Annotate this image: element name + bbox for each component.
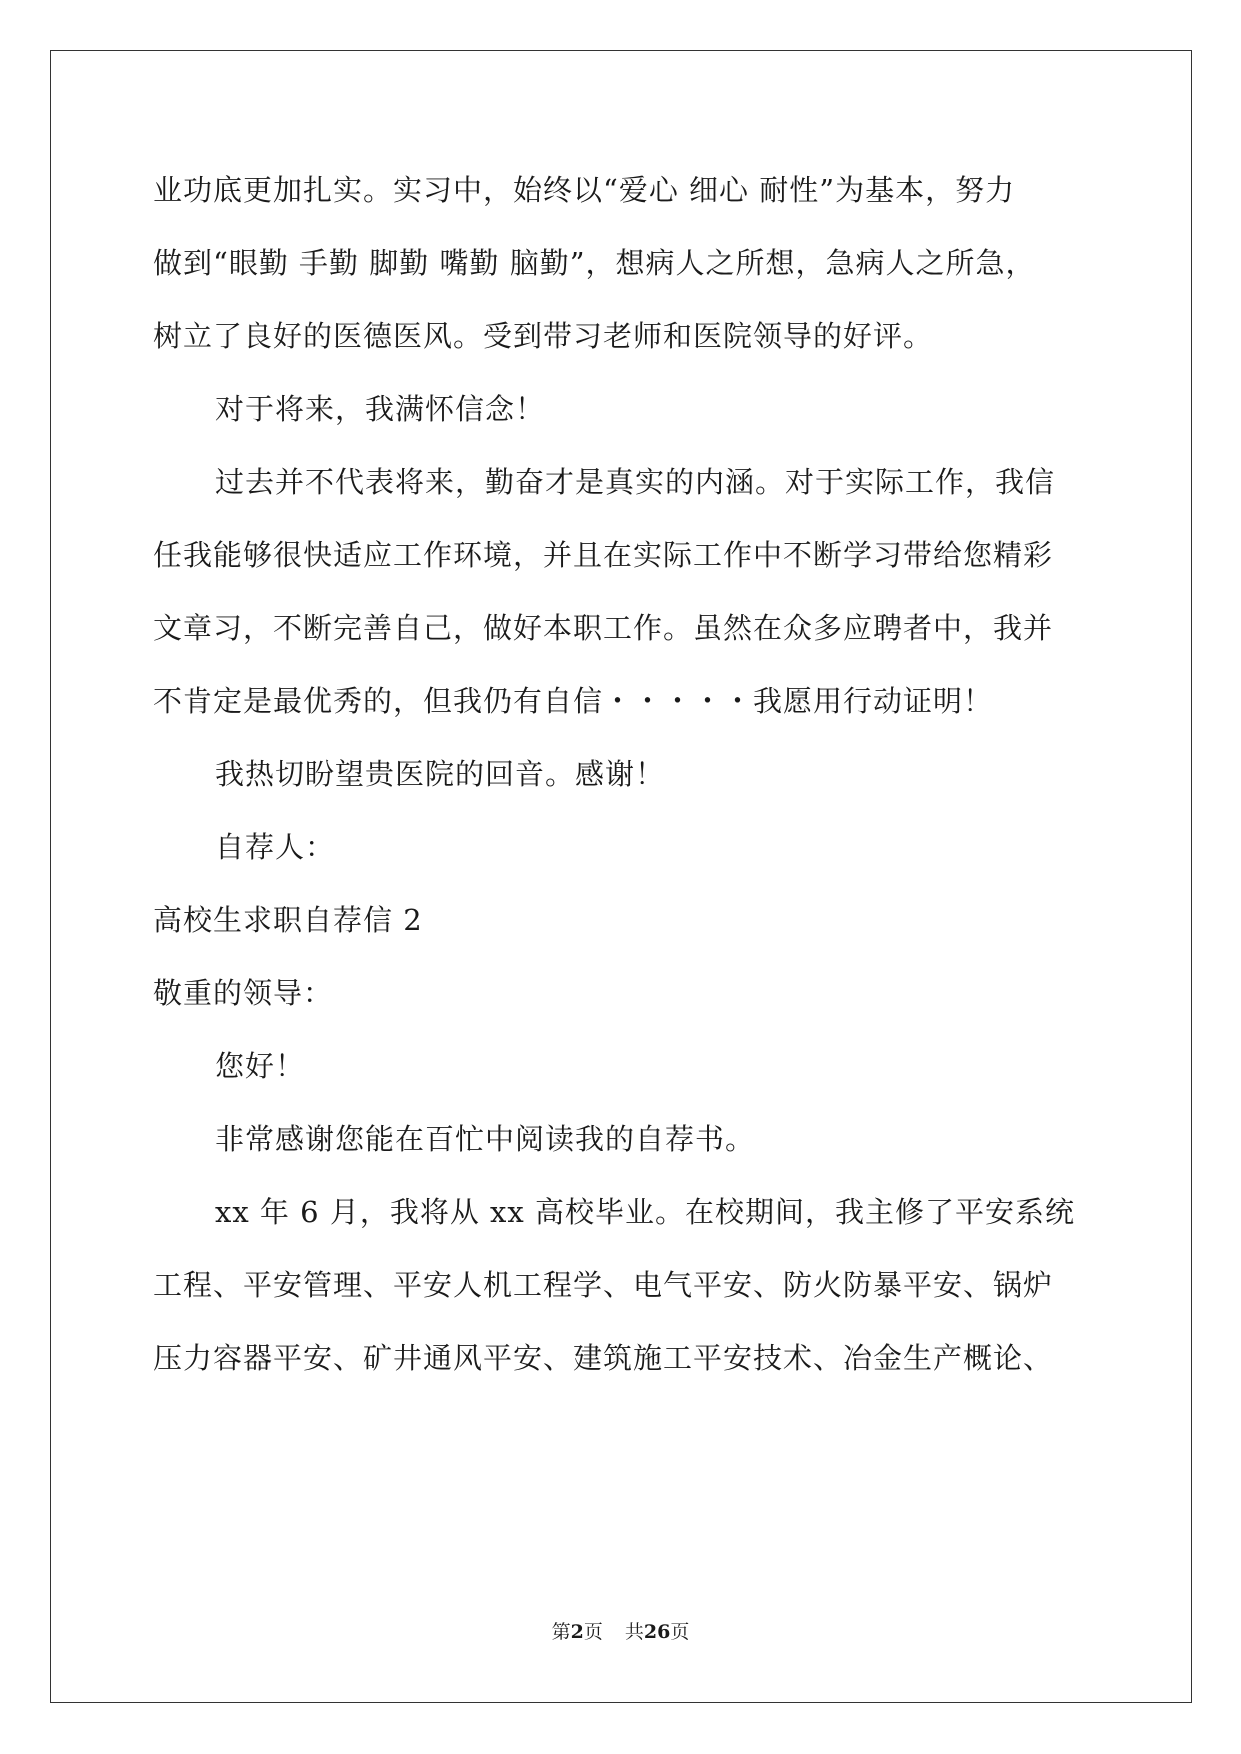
page-prefix: 第 xyxy=(551,1621,571,1643)
signature-label: 自荐人： xyxy=(215,830,336,864)
text-line: 不肯定是最优秀的，但我仍有自信・・・・・我愿用行动证明！ xyxy=(153,684,994,718)
text-line: 树立了良好的医德医风。受到带习老师和医院领导的好评。 xyxy=(153,319,934,353)
paragraph-line: 对于将来，我满怀信念！ xyxy=(215,392,546,426)
page-suffix: 页 xyxy=(583,1621,603,1643)
total-suffix: 页 xyxy=(670,1621,690,1643)
text-line: 工程、平安管理、平安人机工程学、电气平安、防火防暴平安、锅炉 xyxy=(153,1268,1054,1302)
text-line: 业功底更加扎实。实习中，始终以“爱心 细心 耐性”为基本，努力 xyxy=(153,173,1016,207)
paragraph-line: 我热切盼望贵医院的回音。感谢！ xyxy=(215,757,666,791)
salutation: 敬重的领导： xyxy=(153,976,334,1010)
section-heading: 高校生求职自荐信 2 xyxy=(153,903,423,937)
page-number: 2 xyxy=(570,1621,584,1643)
text-line: 文章习，不断完善自己，做好本职工作。虽然在众多应聘者中，我并 xyxy=(153,611,1054,645)
page-border xyxy=(50,50,1192,1703)
text-line: 压力容器平安、矿井通风平安、建筑施工平安技术、冶金生产概论、 xyxy=(153,1341,1054,1375)
greeting: 您好！ xyxy=(215,1049,306,1083)
page-footer xyxy=(0,1620,1241,1644)
paragraph-line: 非常感谢您能在百忙中阅读我的自荐书。 xyxy=(215,1122,756,1156)
text-line: 做到“眼勤 手勤 脚勤 嘴勤 脑勤”，想病人之所想，急病人之所急， xyxy=(153,246,1036,280)
paragraph-line: xx 年 6 月，我将从 xx 高校毕业。在校期间，我主修了平安系统 xyxy=(215,1195,1075,1229)
total-pages: 26 xyxy=(643,1621,671,1643)
total-prefix: 共 xyxy=(624,1621,644,1643)
paragraph-line: 过去并不代表将来，勤奋才是真实的内涵。对于实际工作，我信 xyxy=(215,465,1056,499)
text-line: 任我能够很快适应工作环境，并且在实际工作中不断学习带给您精彩 xyxy=(153,538,1054,572)
